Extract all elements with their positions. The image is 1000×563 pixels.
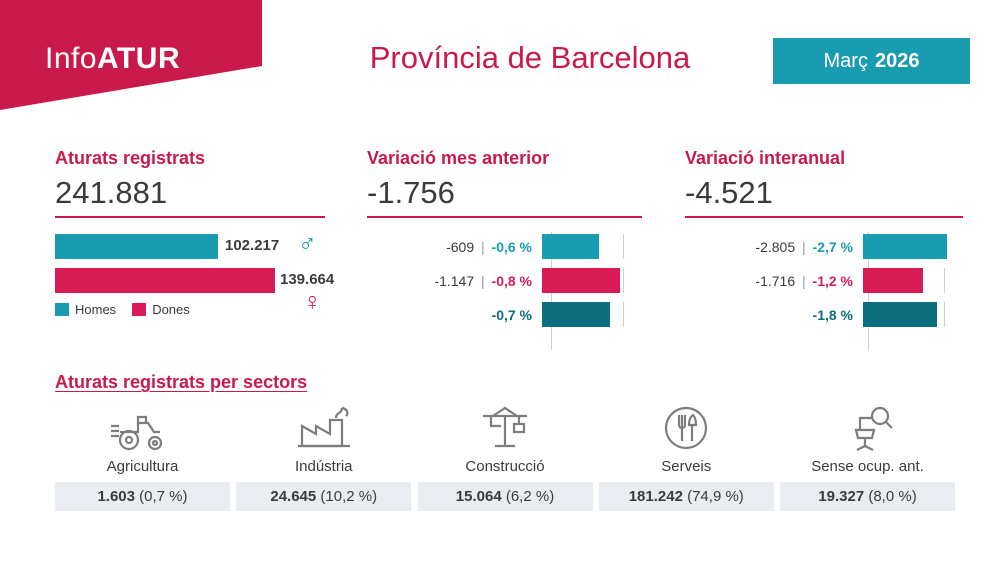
legend-label-men: Homes — [75, 302, 117, 318]
sector-value-number-agricultura: 1.603 — [97, 488, 135, 505]
var-women-pct: -0,8 % — [491, 272, 532, 289]
var-men-text — [367, 239, 532, 255]
var-year-men-pct: -2,7 % — [812, 238, 853, 255]
logo-text — [45, 42, 180, 76]
female-symbol-icon: ♀ — [303, 288, 322, 317]
minibar-year-men — [863, 234, 947, 259]
var-row-men — [367, 234, 642, 259]
sector-value-number-industria: 24.645 — [270, 488, 317, 505]
legend-swatch-men — [55, 303, 69, 316]
bar-men-value: 102.217 — [225, 237, 280, 255]
var-year-row-men — [685, 234, 963, 259]
factory-icon — [236, 398, 411, 452]
legend-item-men — [55, 302, 116, 317]
sector-item-serveis — [599, 398, 774, 511]
panel-year-heading: Variació interanual — [685, 148, 846, 168]
var-year-row-women — [685, 268, 963, 293]
sector-value-share-industria: (10,2 %) — [320, 488, 378, 505]
var-year-men-sep: | — [802, 238, 806, 255]
minichart-year-men — [863, 234, 947, 259]
sector-value-share-serveis: (74,9 %) — [687, 488, 744, 505]
date-year: 2026 — [874, 49, 920, 72]
bar-women — [55, 268, 275, 293]
var-year-women-pct: -1,2 % — [812, 272, 853, 289]
legend-label-women: Dones — [152, 302, 190, 318]
minichart-year-women — [863, 268, 947, 293]
var-women-text — [367, 273, 532, 289]
panel-year-rule — [685, 216, 963, 218]
var-year-women-text — [685, 273, 853, 289]
male-symbol-icon: ♂ — [298, 230, 317, 259]
sectors-title: Aturats registrats per sectors — [55, 372, 308, 392]
var-total-pct: -0,7 % — [491, 306, 532, 323]
panel-year-variation — [685, 148, 963, 336]
date-month: Març — [823, 49, 868, 72]
sector-item-agricultura — [55, 398, 230, 511]
panel-year-value: -4.521 — [685, 175, 773, 210]
var-year-men-text — [685, 239, 853, 255]
minichart-total — [542, 302, 626, 327]
panel-total-unemployed — [55, 148, 335, 318]
sector-value-sense-ocupacio — [780, 482, 955, 511]
var-women-abs: -1.147 — [434, 272, 475, 289]
sector-item-sense-ocupacio — [780, 398, 955, 511]
panel-month-variation — [367, 148, 642, 336]
legend-swatch-women — [132, 303, 146, 316]
sector-value-serveis — [599, 482, 774, 511]
panel-total-rule — [55, 216, 325, 218]
var-men-abs: -609 — [446, 238, 475, 255]
var-row-women — [367, 268, 642, 293]
panel-total-value: 241.881 — [55, 175, 168, 210]
sectors-list — [55, 398, 955, 511]
sector-value-share-sense-ocupacio: (8,0 %) — [868, 488, 917, 505]
var-women-sep: | — [481, 272, 485, 289]
var-year-women-abs: -1.716 — [755, 272, 796, 289]
sector-value-share-agricultura: (0,7 %) — [139, 488, 188, 505]
crane-icon — [418, 398, 593, 452]
sector-value-number-serveis: 181.242 — [628, 488, 683, 505]
panel-total-heading: Aturats registrats — [55, 148, 206, 168]
minichart-men — [542, 234, 626, 259]
var-year-row-total — [685, 302, 963, 327]
var-men-sep: | — [481, 238, 485, 255]
sector-name-agricultura: Agricultura — [106, 458, 179, 475]
minibar-year-total — [863, 302, 937, 327]
var-year-men-abs: -2.805 — [755, 238, 796, 255]
minibar-men — [542, 234, 599, 259]
desk-chair-icon — [780, 398, 955, 452]
sector-name-sense-ocupacio: Sense ocup. ant. — [811, 458, 924, 475]
legend — [55, 302, 325, 317]
sector-name-industria: Indústria — [294, 458, 353, 475]
var-men-pct: -0,6 % — [491, 238, 532, 255]
chart-month-variation — [367, 234, 642, 327]
date-badge — [773, 38, 970, 84]
minibar-total — [542, 302, 610, 327]
minichart-women — [542, 268, 626, 293]
sector-value-construccio — [418, 482, 593, 511]
logo-text-bold: ATUR — [97, 42, 181, 75]
cutlery-icon — [599, 398, 774, 452]
var-year-women-sep: | — [802, 272, 806, 289]
var-year-total-pct: -1,8 % — [812, 306, 853, 323]
sector-item-construccio — [418, 398, 593, 511]
minichart-year-total — [863, 302, 947, 327]
sector-value-share-construccio: (6,2 %) — [505, 488, 555, 505]
panel-month-value: -1.756 — [367, 175, 455, 210]
tractor-icon — [55, 398, 230, 452]
var-row-total — [367, 302, 642, 327]
bottom-spacer — [0, 550, 1000, 563]
bar-women-value: 139.664 — [280, 271, 335, 289]
bar-men — [55, 234, 218, 259]
panel-month-heading: Variació mes anterior — [367, 148, 550, 168]
minibar-women — [542, 268, 620, 293]
sector-name-construccio: Construcció — [465, 458, 545, 475]
bar-row-men — [55, 230, 325, 259]
sector-value-industria — [236, 482, 411, 511]
chart-gender-bars — [55, 230, 335, 318]
legend-item-women — [132, 302, 190, 317]
sector-item-industria — [236, 398, 411, 511]
chart-year-variation — [685, 234, 963, 327]
sector-value-number-sense-ocupacio: 19.327 — [818, 488, 865, 505]
sector-value-agricultura — [55, 482, 230, 511]
logo-text-light: Info — [45, 42, 98, 75]
minibar-year-women — [863, 268, 923, 293]
var-total-text — [367, 307, 532, 323]
var-year-total-text — [685, 307, 853, 323]
sector-value-number-construccio: 15.064 — [455, 488, 502, 505]
page-title: Província de Barcelona — [369, 40, 691, 75]
sector-name-serveis: Serveis — [661, 458, 712, 475]
panel-month-rule — [367, 216, 642, 218]
